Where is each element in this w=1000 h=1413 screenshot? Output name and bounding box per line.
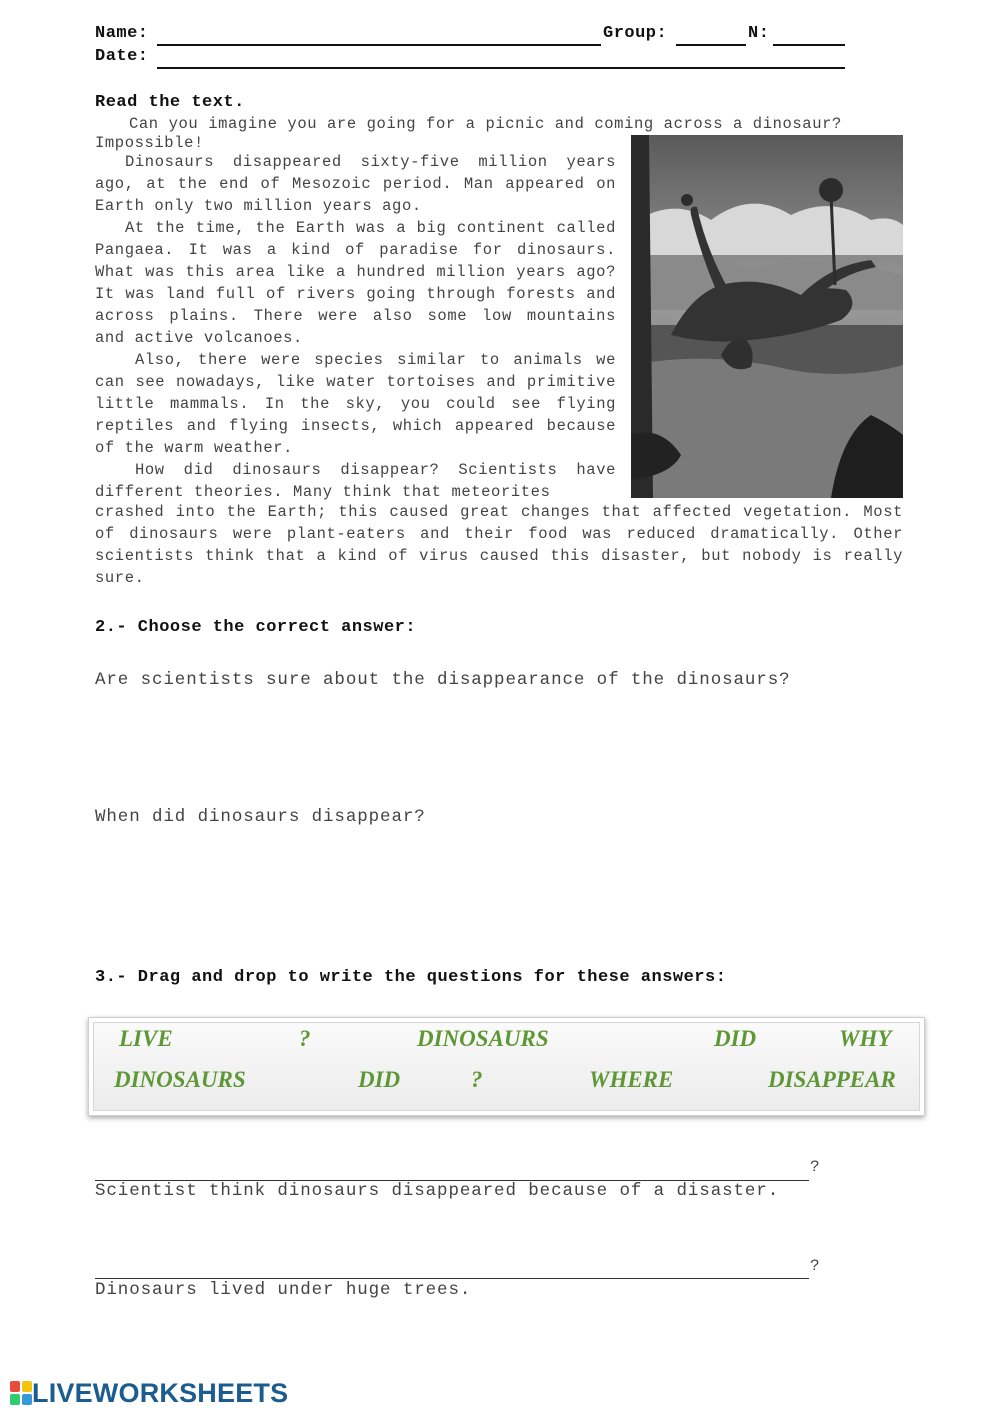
n-label: N: xyxy=(748,24,770,43)
drag-word-question-mark[interactable]: ? xyxy=(299,1026,311,1051)
paragraph-3: Also, there were species similar to animals we can see nowadays, like water tortoises and primitive little mammals. In the sky, you could see flying reptiles and flying insects, which appeared because of the warm weather. xyxy=(95,351,616,457)
liveworksheets-logo-icon xyxy=(10,1381,32,1405)
section-3-heading: 3.- Drag and drop to write the questions for these answers: xyxy=(95,968,727,987)
name-label: Name: xyxy=(95,24,149,43)
word-bank xyxy=(88,1017,925,1116)
liveworksheets-logo-text: LIVEWORKSHEETS xyxy=(32,1377,289,1408)
drag-word-live[interactable]: LIVE xyxy=(119,1026,173,1051)
liveworksheets-logo xyxy=(10,1378,288,1408)
paragraph-1: Dinosaurs disappeared sixty-five million years ago, at the end of Mesozoic period. Man appeared on Earth only two million years ago. xyxy=(95,153,616,215)
answer-2-question-mark: ? xyxy=(810,1257,821,1275)
intro-line-2: Impossible! xyxy=(95,134,204,152)
answer-2-drop-line[interactable] xyxy=(95,1261,809,1279)
date-label: Date: xyxy=(95,47,149,66)
group-line xyxy=(676,28,746,46)
paragraph-4-end: crashed into the Earth; this caused great changes that affected vegetation. Most of dinosaurs were plant-eaters and their food was reduced dramatically. Other scientists think that a kind of virus caused this disaster, but nobody is really sure. xyxy=(95,503,903,587)
answer-1-text: Scientist think dinosaurs disappeared because of a disaster. xyxy=(95,1181,780,1201)
group-label: Group: xyxy=(603,24,668,43)
reading-heading: Read the text. xyxy=(95,93,245,112)
dinosaur-illustration xyxy=(631,135,903,498)
answer-1-question-mark: ? xyxy=(810,1158,821,1176)
drag-word-disappear[interactable]: DISAPPEAR xyxy=(768,1067,896,1092)
drag-word-why[interactable]: WHY xyxy=(839,1026,892,1051)
paragraph-4-start: How did dinosaurs disappear? Scientists have different theories. Many think that meteorites xyxy=(95,461,616,501)
drag-word-did[interactable]: DID xyxy=(358,1067,401,1092)
name-line xyxy=(157,28,601,46)
answer-1-drop-line[interactable] xyxy=(95,1163,809,1181)
drag-word-did[interactable]: DID xyxy=(714,1026,757,1051)
question-2: When did dinosaurs disappear? xyxy=(95,807,426,827)
answer-2-text: Dinosaurs lived under huge trees. xyxy=(95,1280,472,1300)
text-column xyxy=(95,151,616,503)
drag-word-where[interactable]: WHERE xyxy=(589,1067,674,1092)
date-line xyxy=(157,51,845,69)
question-1: Are scientists sure about the disappearance of the dinosaurs? xyxy=(95,670,791,690)
drag-word-dinosaurs[interactable]: DINOSAURS xyxy=(114,1067,246,1092)
drag-word-question-mark[interactable]: ? xyxy=(471,1067,483,1092)
drag-word-dinosaurs[interactable]: DINOSAURS xyxy=(417,1026,549,1051)
n-line xyxy=(773,28,845,46)
section-2-heading: 2.- Choose the correct answer: xyxy=(95,618,417,637)
intro-line-1: Can you imagine you are going for a picnic and coming across a dinosaur? xyxy=(129,115,842,133)
paragraph-2: At the time, the Earth was a big continent called Pangaea. It was a kind of paradise for dinosaurs. What was this area like a hundred million years ago? It was land full of rivers going through forests and across plains. There were also some low mountains and active volcanoes. xyxy=(95,219,616,347)
